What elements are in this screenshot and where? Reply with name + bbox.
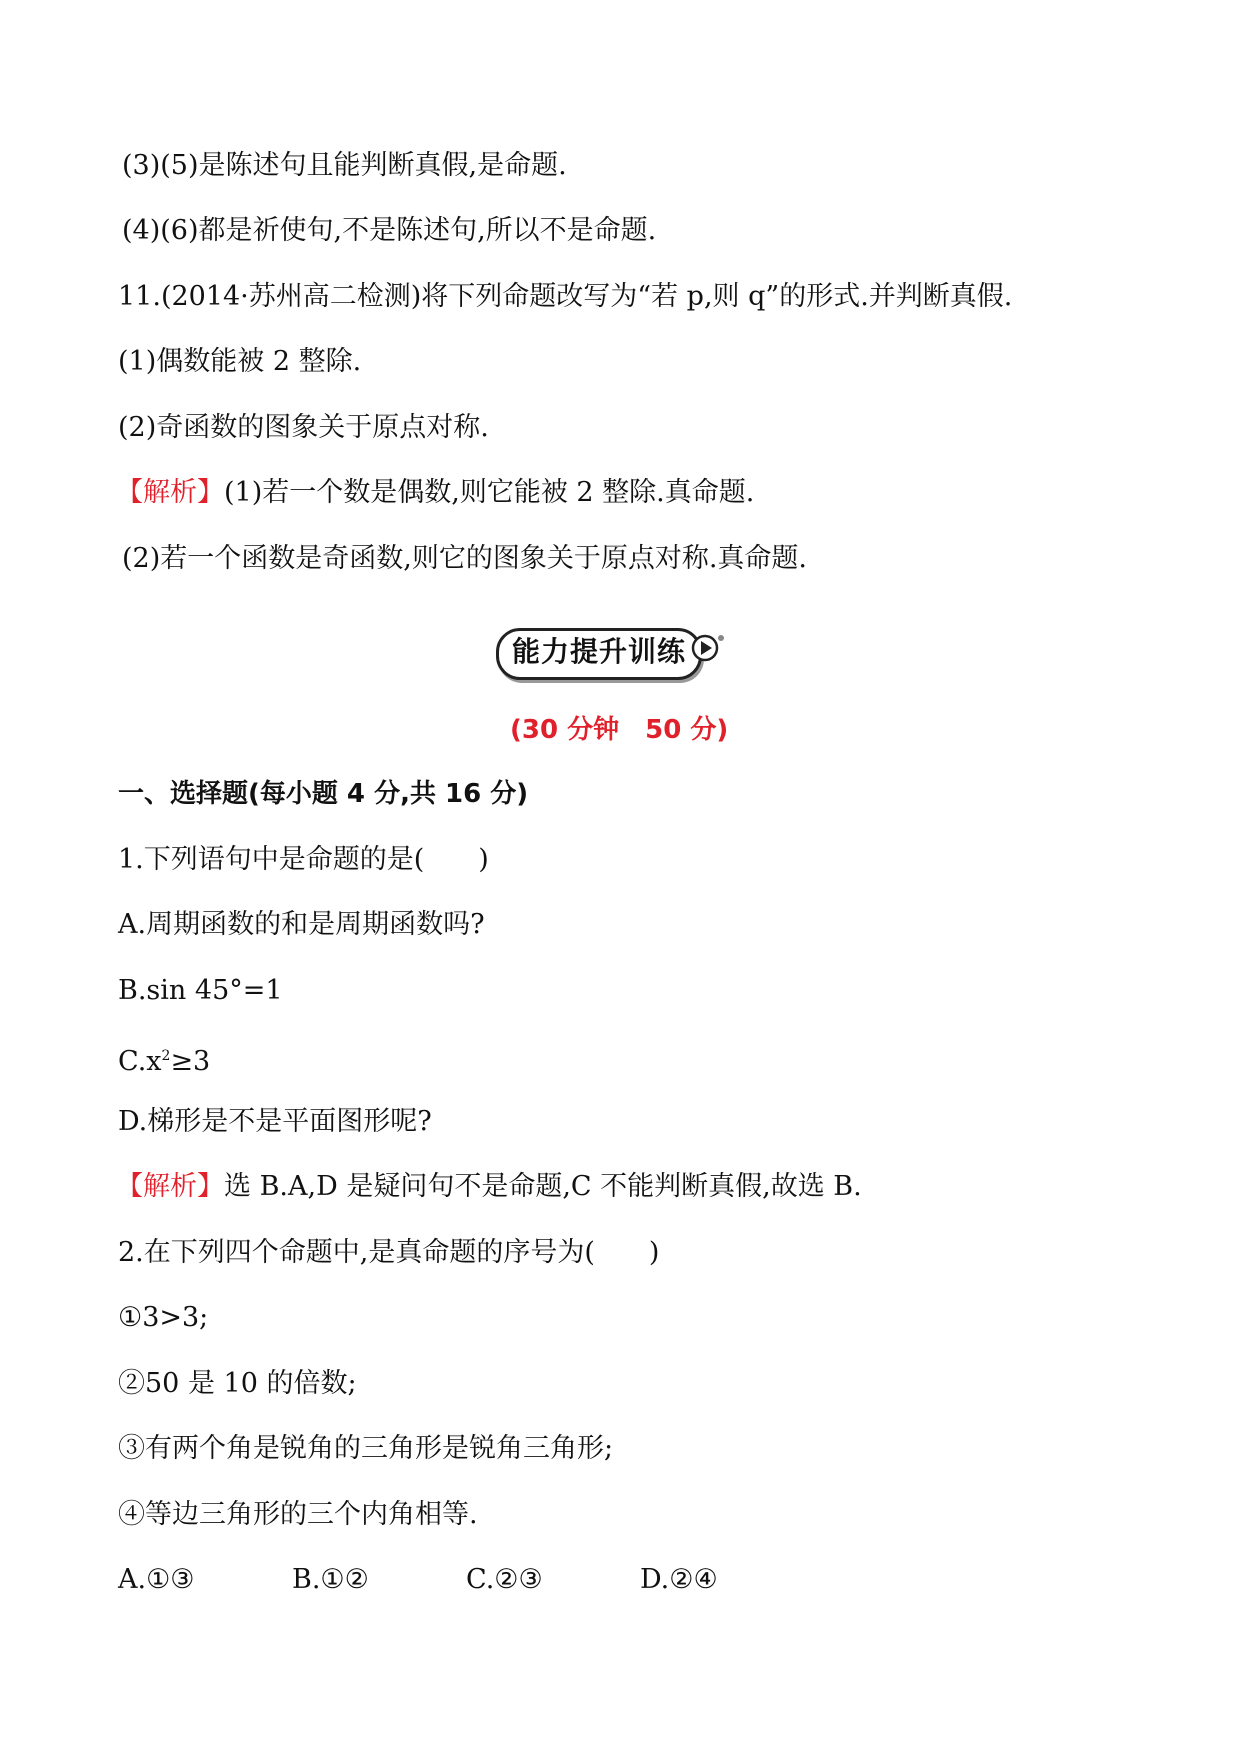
- question-2-item-4: ④等边三角形的三个内角相等.: [118, 1499, 478, 1530]
- option-c-base: C.x: [118, 1046, 162, 1077]
- question-11-part-2: (2)奇函数的图象关于原点对称.: [118, 412, 489, 443]
- question-2-option-c: C.②③: [466, 1564, 543, 1595]
- question-2-item-3: ③有两个角是锐角的三角形是锐角三角形;: [118, 1433, 614, 1464]
- question-1-option-d: D.梯形是不是平面图形呢?: [118, 1106, 432, 1137]
- analysis-text: (1)若一个数是偶数,则它能被 2 整除.真命题.: [224, 477, 755, 508]
- section-banner: [496, 624, 732, 680]
- text-line-2: (4)(6)都是祈使句,不是陈述句,所以不是命题.: [122, 215, 657, 246]
- question-1-option-b: B.sin 45°=1: [118, 975, 283, 1006]
- question-1-analysis: [116, 1169, 862, 1205]
- question-11-part-1: (1)偶数能被 2 整除.: [118, 346, 362, 377]
- banner-title: 能力提升训练: [512, 635, 687, 668]
- analysis-label: 【解析】: [116, 1171, 224, 1202]
- play-icon: [688, 628, 728, 668]
- question-2-option-d: D.②④: [640, 1564, 718, 1595]
- question-11-analysis-1: [116, 475, 754, 511]
- question-2-stem: 2.在下列四个命题中,是真命题的序号为( ): [118, 1237, 660, 1268]
- option-c-rest: ≥3: [170, 1046, 211, 1077]
- question-11-analysis-2: (2)若一个函数是奇函数,则它的图象关于原点对称.真命题.: [122, 543, 807, 574]
- analysis-label: 【解析】: [116, 477, 224, 508]
- option-c-superscript: 2: [161, 1048, 171, 1064]
- question-2-item-1: ①3>3;: [118, 1302, 209, 1333]
- question-2-option-a: A.①③: [118, 1564, 195, 1595]
- question-2-option-b: B.①②: [292, 1564, 369, 1595]
- question-1-option-c: [118, 1038, 210, 1080]
- section-title: 一、选择题(每小题 4 分,共 16 分): [118, 779, 529, 809]
- question-11-stem: 11.(2014·苏州高二检测)将下列命题改写为“若 p,则 q”的形式.并判断真假.: [118, 281, 1013, 312]
- question-2-options: [118, 1562, 814, 1598]
- analysis-text: 选 B.A,D 是疑问句不是命题,C 不能判断真假,故选 B.: [224, 1171, 862, 1202]
- question-1-option-a: A.周期函数的和是周期函数吗?: [118, 909, 485, 940]
- time-score-info: (30 分钟 50 分): [510, 715, 729, 745]
- text-line-1: (3)(5)是陈述句且能判断真假,是命题.: [122, 150, 567, 181]
- question-1-stem: 1.下列语句中是命题的是( ): [118, 844, 489, 875]
- question-2-item-2: ②50 是 10 的倍数;: [118, 1368, 357, 1399]
